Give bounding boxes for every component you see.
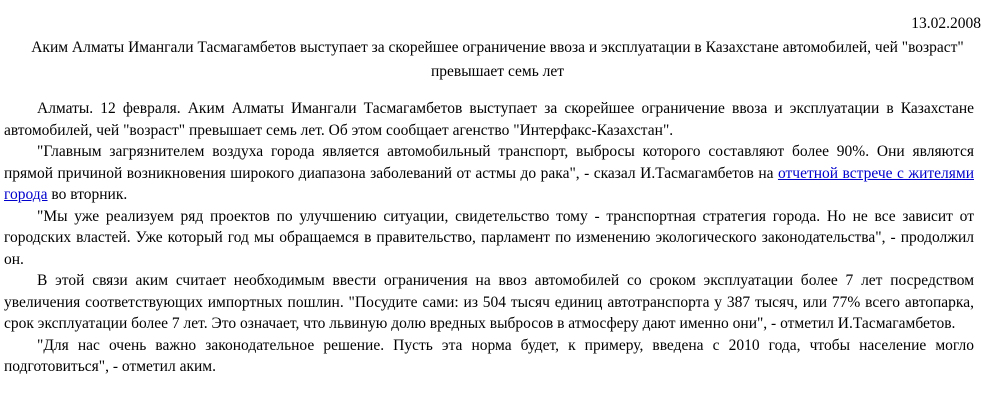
article-date: 13.02.2008 [911, 15, 981, 32]
article-headline: Аким Алматы Имангали Тасмагамбетов выступает за скорейшее ограничение ввоза и эксплуатации в Казахстане автомобилей, чей "возраст" превышает семь лет [31, 39, 964, 80]
paragraph-5: "Для нас очень важно законодательное решение. Пусть эта норма будет, к примеру, введена с 2010 года, чтобы население могло подготовиться", - отметил аким. [4, 336, 974, 375]
paragraph-4: В этой связи аким считает необходимым ввести ограничения на ввоз автомобилей со сроком эксплуатации более 7 лет посредством увеличения соответствующих импортных пошлин. "Посудите сами: из 504 тысяч единиц автотранспорта у 387 тысяч, или 77% всего автопарка, срок эксплуатации более 7 лет. Это означает, что львиную долю вредных выбросов в атмосферу дают именно они", - отметил И.Тасмагамбетов. [4, 272, 974, 332]
paragraph-1: Алматы. 12 февраля. Аким Алматы Имангали Тасмагамбетов выступает за скорейшее ограничение ввоза и эксплуатации в Казахстане автомобилей, чей "возраст" превышает семь лет. Об этом сообщает агенство "Интерфакс-Казахстан". [4, 100, 974, 139]
paragraph-2 [4, 141, 974, 206]
paragraph-3: "Мы уже реализуем ряд проектов по улучшению ситуации, свидетельство тому - транспортная стратегия города. Но не все зависит от городских властей. Уже который год мы обращаемся в правительство, парламент по изменению экологического законодательства", - продолжил он. [4, 207, 974, 268]
paragraph-2-text-before: "Главным загрязнителем воздуха города является автомобильный транспорт, выбросы которого составляют более 90%. Они являются прямой причиной возникновения широкого диапазона заболеваний от астмы до рака", - сказал И.Тасмагамбетов на [4, 143, 974, 182]
paragraph-2-text-after: во вторник. [47, 186, 128, 203]
article-body [4, 98, 974, 378]
meeting-link[interactable]: отчетной встрече с жителями города [4, 164, 974, 203]
